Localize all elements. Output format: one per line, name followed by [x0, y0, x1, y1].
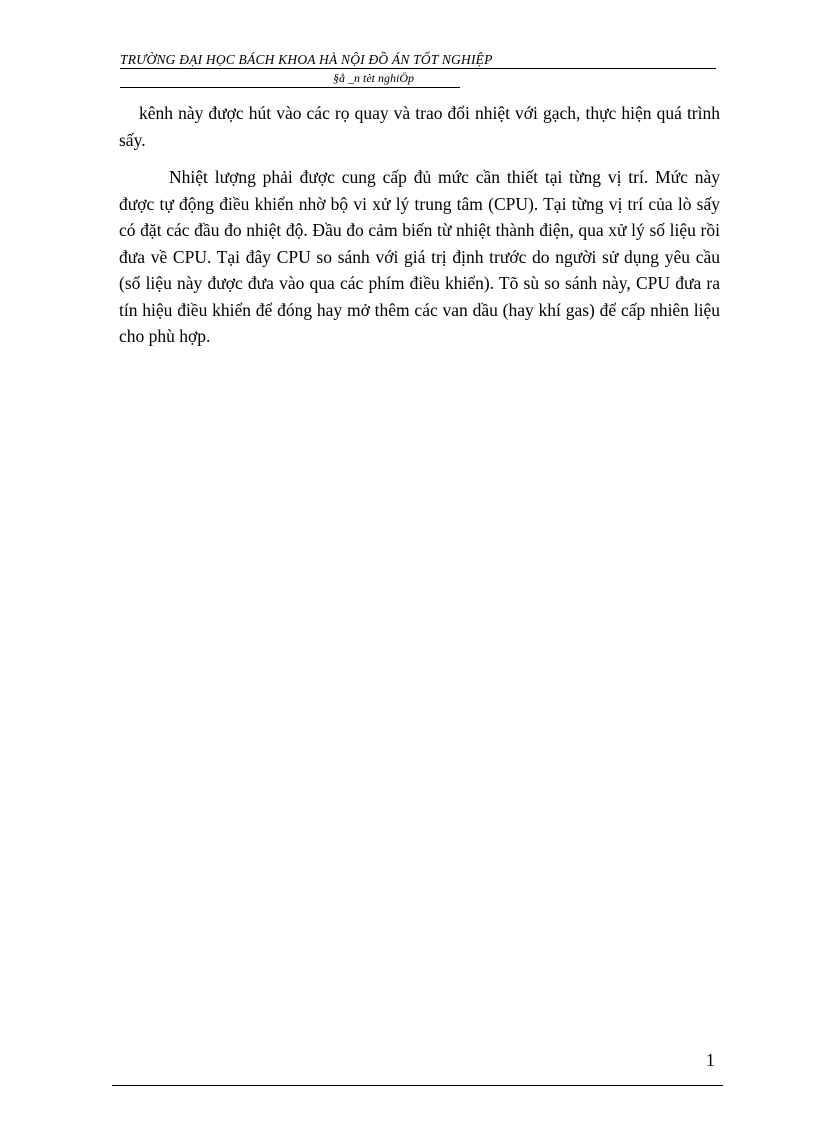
header-title: TRƯỜNG ĐẠI HỌC BÁCH KHOA HÀ NỘI ĐỒ ÁN TỐT NGHIỆP	[120, 52, 716, 69]
paragraph-1: kênh này được hút vào các rọ quay và trao đổi nhiệt với gạch, thực hiện quá trình sấy.	[119, 103, 720, 150]
header-subtitle-rule	[120, 69, 460, 88]
header-subtitle: §å _n tèt nghiÖp	[333, 71, 414, 85]
document-body	[119, 100, 720, 361]
page-number: 1	[706, 1050, 715, 1070]
footer-rule	[112, 1085, 723, 1086]
page-header	[120, 52, 716, 92]
paragraph-2: Nhiệt lượng phải được cung cấp đủ mức cần thiết tại từng vị trí. Mức này được tự động điều khiển nhờ bộ vi xử lý trung tâm (CPU). Tại từng vị trí của lò sấy có đặt các đầu đo nhiệt độ. Đầu đo cảm biến từ nhiệt thành điện, qua xử lý số liệu rồi đưa về CPU. Tại đây CPU so sánh với giá trị định trước do người sử dụng yêu cầu (số liệu này được đưa vào qua các phím điều khiển). Tõ sù so sánh này, CPU đưa ra tín hiệu điều khiển để đóng hay mở thêm các van dầu (hay khí gas) để cấp nhiên liệu cho phù hợp.	[119, 167, 720, 346]
